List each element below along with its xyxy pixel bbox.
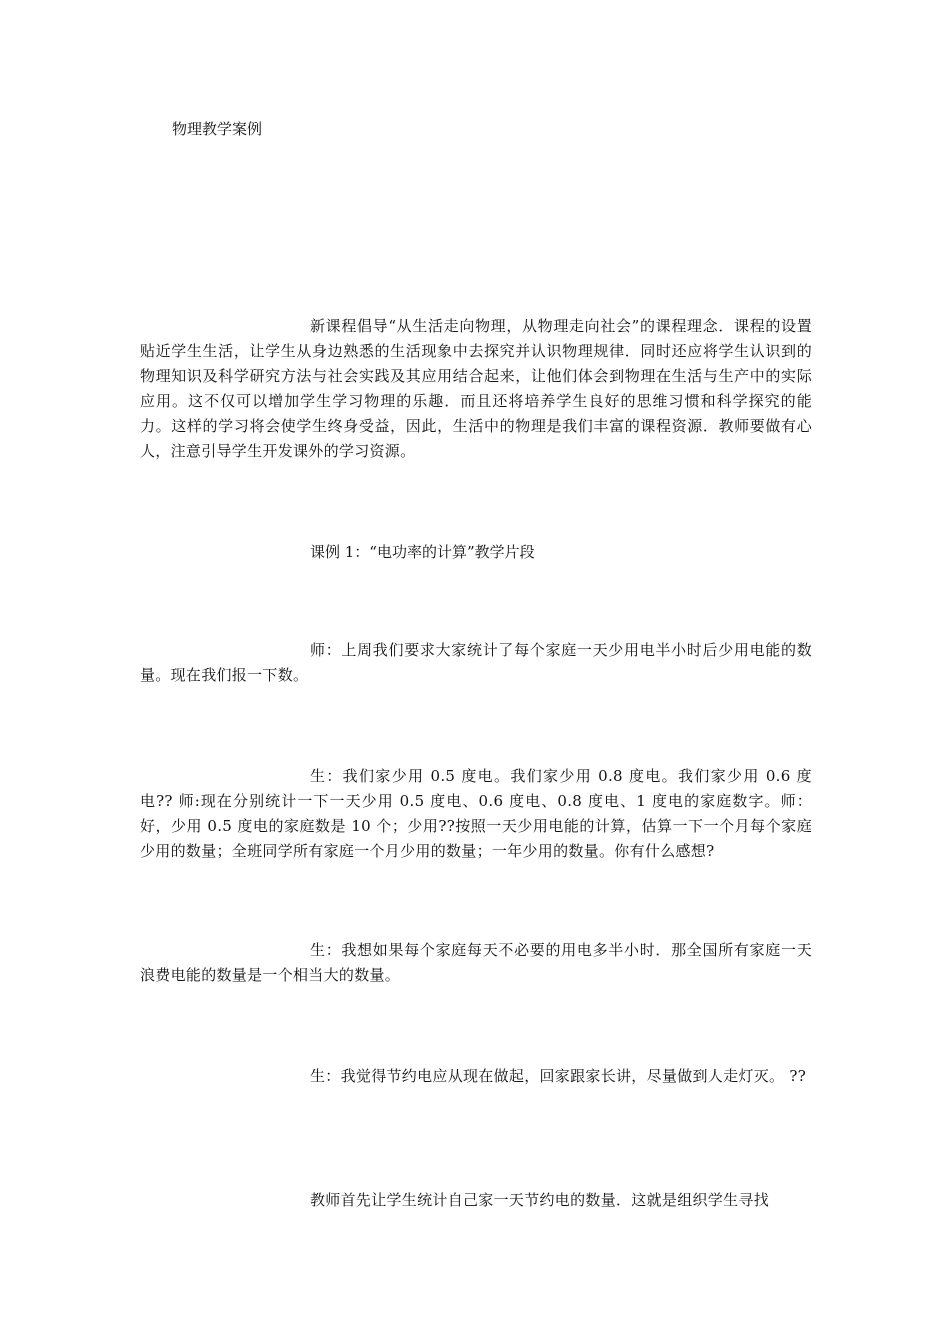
dialogue-paragraph-teacher: 师：上周我们要求大家统计了每个家庭一天少用电半小时后少用电能的数量。现在我们报一下数。 [140, 641, 812, 684]
intro-paragraph: 新课程倡导“从生活走向物理，从物理走向社会”的课程理念．课程的设置贴近学生生活，让学生从身边熟悉的生活现象中去探究并认识物理规律．同时还应将学生认识到的物理知识及科学研究方法与社会实践及其应用结合起来，让他们体会到物理在生活与生产中的实际应用。这不仅可以增加学生学习物理的乐趣．而且还将培养学生良好的思维习惯和科学探究的能力。这样的学习将会使学生终身受益，因此，生活中的物理是我们丰富的课程资源．教师要做有心人，注意引导学生开发课外的学习资源。 [140, 317, 812, 460]
commentary-paragraph: 教师首先让学生统计自己家一天节约电的数量．这就是组织学生寻找 [310, 1191, 770, 1209]
page-title: 物理教学案例 [172, 120, 263, 138]
dialogue-paragraph-students: 生：我们家少用 0.5 度电。我们家少用 0.8 度电。我们家少用 0.6 度电?? 师:现在分别统计一下一天少用 0.5 度电、0.6 度电、0.8 度电、1 度电的家庭数字。师：好，少用 0.5 度电的家庭数是 10 个；少用??按照一天少用电能的计算，估算一下一个月每个家庭少用的数量；全班同学所有家庭一个月少用的数量；一年少用的数量。你有什么感想? [140, 767, 812, 860]
dialogue-paragraph-student-reflection: 生：我想如果每个家庭每天不必要的用电多半小时．那全国所有家庭一天浪费电能的数量是一个相当大的数量。 [140, 941, 812, 984]
dialogue-paragraph-student-saving: 生：我觉得节约电应从现在做起，回家跟家长讲，尽量做到人走灯灭。 ?? [310, 1067, 807, 1085]
case-heading: 课例 1：“电功率的计算”教学片段 [310, 543, 535, 561]
